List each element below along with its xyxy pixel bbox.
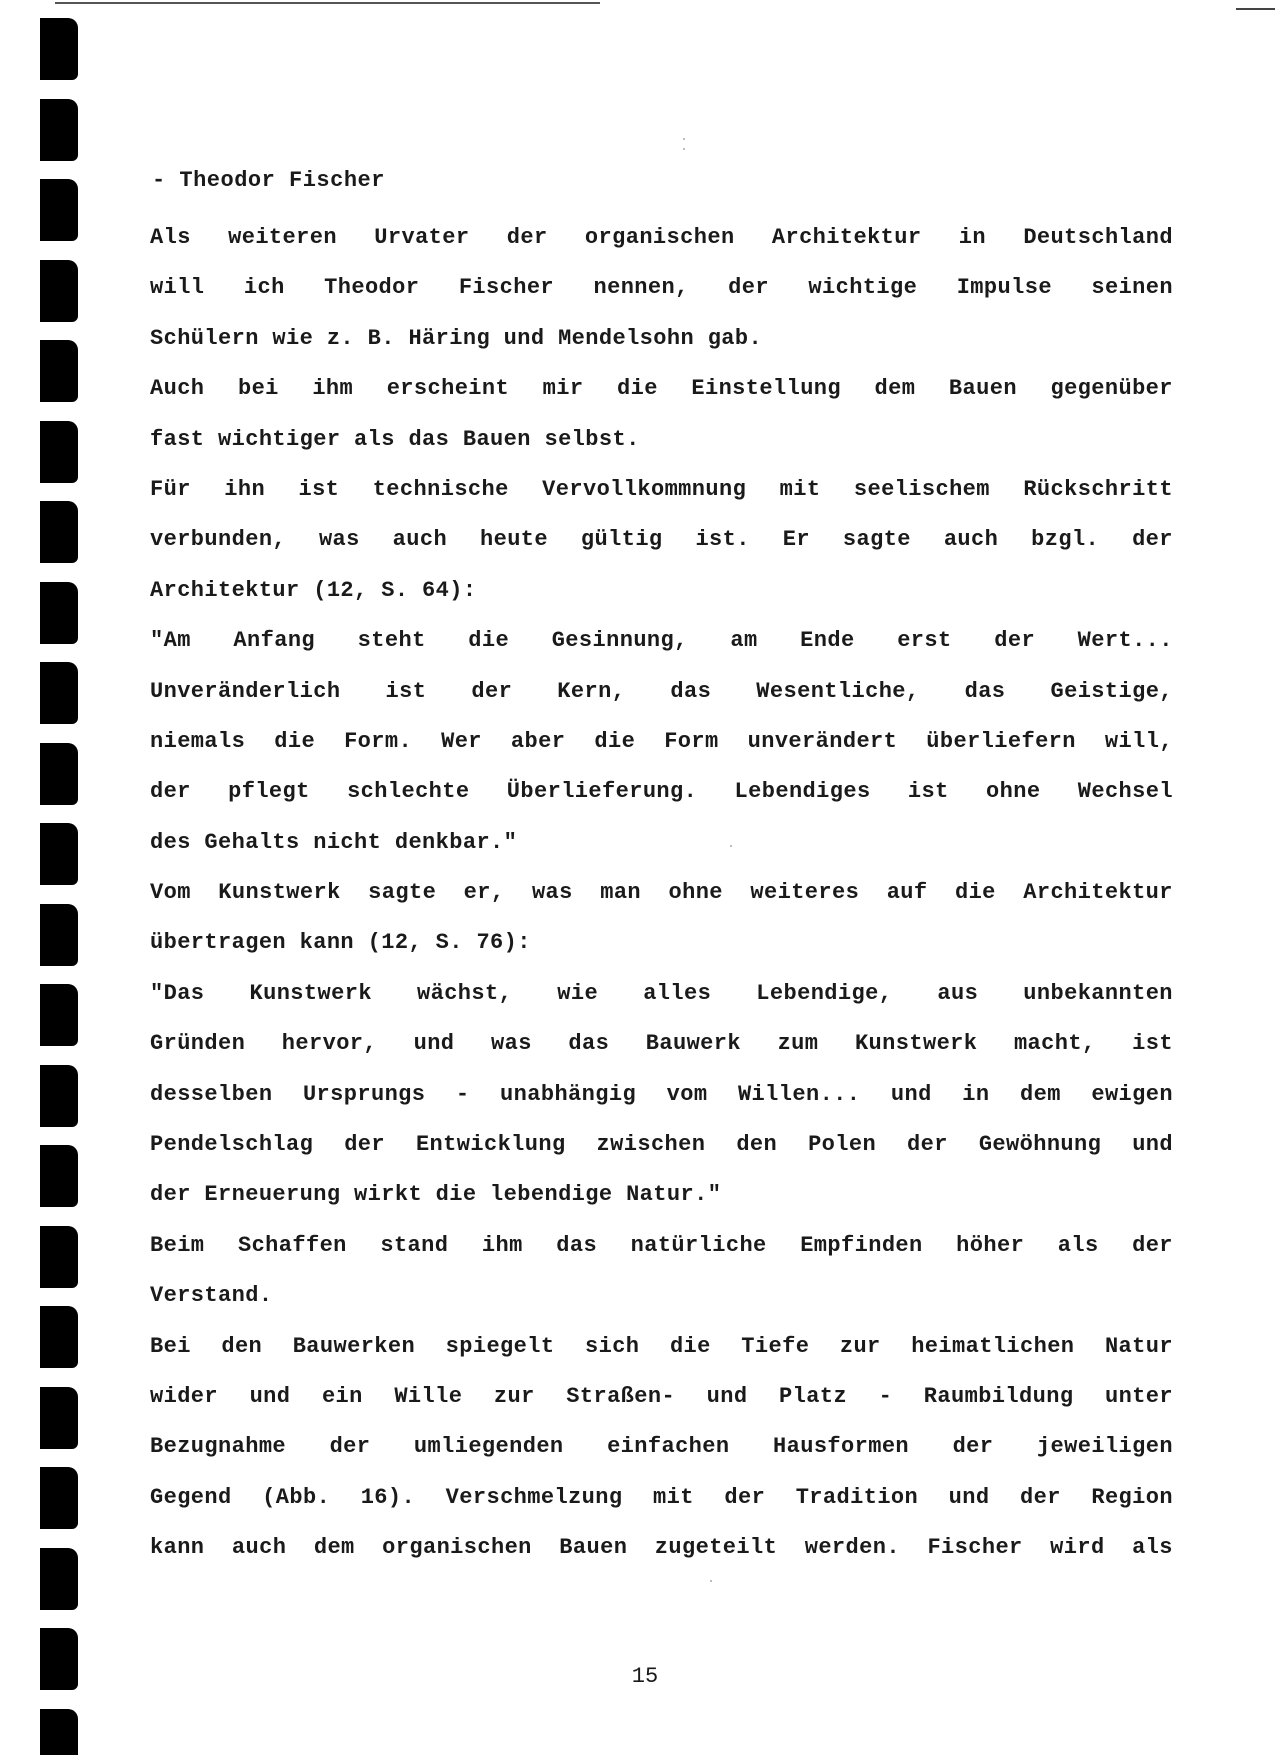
word: kann	[150, 1535, 205, 1561]
word: Natur	[1104, 1333, 1173, 1359]
word: zur	[493, 1383, 535, 1409]
word: und	[706, 1383, 748, 1409]
text-line	[150, 1125, 1173, 1175]
binding-tooth	[40, 18, 78, 80]
word: die	[669, 1333, 711, 1359]
word: wird	[1050, 1535, 1105, 1561]
text-line	[150, 1226, 1173, 1276]
word: Wechsel	[1077, 779, 1173, 805]
word: jeweiligen	[1036, 1434, 1173, 1460]
word: umliegenden	[413, 1434, 564, 1460]
body-text	[150, 218, 1173, 1579]
text-line	[150, 672, 1173, 722]
word: Tradition	[795, 1484, 919, 1510]
word: alles	[643, 980, 712, 1006]
word: Auch	[150, 376, 205, 402]
word: ist	[298, 476, 340, 502]
word: wider	[150, 1383, 219, 1409]
word: Impulse	[956, 275, 1052, 301]
word: als	[1057, 1232, 1099, 1258]
text-line: Verstand.	[150, 1283, 273, 1309]
word: den	[221, 1333, 263, 1359]
word: ich	[243, 275, 285, 301]
word: wie	[557, 980, 599, 1006]
text-line	[150, 520, 1173, 570]
word: Ursprungs	[302, 1081, 426, 1107]
word: ewigen	[1091, 1081, 1173, 1107]
word: der	[506, 225, 548, 250]
word: schlechte	[347, 779, 470, 805]
word: Lebendiges	[734, 779, 871, 805]
word: hervor,	[281, 1031, 378, 1057]
word: Rückschritt	[1023, 476, 1173, 502]
word: Urvater	[374, 225, 470, 250]
word: Bauen	[948, 376, 1017, 402]
text-line	[150, 1478, 1173, 1528]
word: vom	[666, 1081, 708, 1107]
word: der	[907, 1132, 948, 1158]
word: die	[617, 376, 658, 402]
word: steht	[357, 628, 426, 654]
word: (Abb.	[262, 1484, 331, 1510]
text-line	[150, 268, 1173, 318]
word: und	[948, 1484, 990, 1510]
word: Gesinnung,	[551, 628, 688, 654]
binding-tooth	[40, 179, 78, 241]
text-line	[150, 722, 1173, 772]
word: Straßen-	[566, 1383, 676, 1409]
word: die	[468, 628, 510, 654]
word: heimatlichen	[911, 1333, 1075, 1359]
word: Bezugnahme	[150, 1434, 287, 1460]
word: Wille	[394, 1383, 463, 1409]
word: auch	[231, 1535, 287, 1561]
word: Gründen	[150, 1031, 246, 1057]
word: Deutschland	[1023, 225, 1173, 250]
binding-tooth	[40, 1065, 78, 1127]
word: Entwicklung	[415, 1132, 566, 1158]
word: Architektur	[771, 225, 922, 250]
word: Form.	[344, 728, 413, 754]
word: Bauwerk	[645, 1031, 741, 1057]
word: aus	[937, 980, 979, 1006]
scan-speck	[730, 845, 732, 847]
word: Wert...	[1077, 628, 1173, 654]
word: einfachen	[607, 1434, 730, 1460]
word: zugeteilt	[654, 1535, 778, 1561]
word: Anfang	[233, 628, 316, 654]
binding-tooth	[40, 1467, 78, 1529]
text-line	[150, 1327, 1173, 1377]
binding-tooth	[40, 260, 78, 322]
word: in	[958, 225, 987, 250]
binding-tooth	[40, 1145, 78, 1207]
binding-tooth	[40, 1226, 78, 1288]
word: das	[964, 678, 1006, 704]
word: spiegelt	[445, 1333, 555, 1359]
word: unter	[1104, 1383, 1173, 1409]
word: Region	[1091, 1484, 1173, 1510]
word: Schaffen	[237, 1232, 347, 1258]
word: Kunstwerk	[218, 880, 341, 906]
word: der	[994, 628, 1036, 654]
word: Einstellung	[691, 376, 841, 402]
word: dem	[1020, 1081, 1061, 1107]
word: das	[556, 1232, 598, 1258]
word: was	[490, 1031, 532, 1057]
word: mir	[542, 376, 584, 402]
text-line	[150, 1427, 1173, 1477]
spiral-binding-edge	[40, 0, 80, 1755]
binding-tooth	[40, 1548, 78, 1610]
word: Platz	[779, 1383, 848, 1409]
word: der	[150, 779, 191, 805]
word: was	[318, 527, 360, 553]
word: dem	[874, 376, 916, 402]
binding-tooth	[40, 99, 78, 161]
word: "Das	[150, 980, 205, 1006]
word: Bauen	[559, 1535, 628, 1561]
word: will,	[1104, 728, 1173, 754]
text-line	[150, 772, 1173, 822]
word: weiteres	[750, 880, 860, 906]
binding-tooth	[40, 823, 78, 885]
binding-tooth	[40, 1709, 78, 1755]
word: desselben	[150, 1081, 273, 1107]
word: bzgl.	[1031, 527, 1100, 553]
word: das	[670, 678, 712, 704]
word: als	[1132, 1535, 1173, 1561]
word: gültig	[580, 527, 663, 553]
word: Für	[150, 476, 191, 502]
word: Bauwerken	[292, 1333, 416, 1359]
word: Unveränderlich	[150, 678, 341, 704]
word: der	[1132, 527, 1173, 553]
binding-tooth	[40, 501, 78, 563]
word: und	[249, 1383, 291, 1409]
word: 16).	[360, 1484, 416, 1510]
text-line: der Erneuerung wirkt die lebendige Natur."	[150, 1182, 722, 1208]
word: macht,	[1013, 1031, 1096, 1057]
word: Wesentliche,	[756, 678, 920, 704]
word: Willen...	[737, 1081, 861, 1107]
binding-tooth	[40, 1306, 78, 1368]
word: höher	[956, 1232, 1025, 1258]
word: technische	[372, 476, 509, 502]
word: Hausformen	[773, 1434, 910, 1460]
binding-tooth	[40, 743, 78, 805]
word: Geistige,	[1050, 678, 1173, 704]
binding-tooth	[40, 984, 78, 1046]
text-line	[150, 1075, 1173, 1125]
word: man	[600, 880, 642, 906]
word: Lebendige,	[756, 980, 893, 1006]
binding-tooth	[40, 1387, 78, 1449]
word: der	[724, 1484, 766, 1510]
word: weiteren	[228, 225, 337, 250]
word: der	[344, 1132, 385, 1158]
word: Raumbildung	[923, 1383, 1074, 1409]
text-line	[150, 873, 1173, 923]
word: Architektur	[1023, 880, 1173, 906]
word: -	[878, 1383, 893, 1409]
word: Wer	[441, 728, 482, 754]
word: die	[594, 728, 636, 754]
word: seelischem	[853, 476, 990, 502]
word: das	[568, 1031, 610, 1057]
word: der	[1020, 1484, 1061, 1510]
binding-tooth	[40, 1628, 78, 1690]
word: den	[736, 1132, 778, 1158]
top-right-scan-mark	[1236, 8, 1275, 10]
word: Vom	[150, 880, 191, 906]
scan-speck	[710, 1580, 712, 1582]
word: Tiefe	[741, 1333, 810, 1359]
word: ist.	[695, 527, 750, 553]
word: nennen,	[593, 275, 689, 301]
word: "Am	[150, 628, 191, 654]
word: ihm	[312, 376, 354, 402]
word: Pendelschlag	[150, 1132, 314, 1158]
word: mit	[653, 1484, 694, 1510]
text-line: Schülern wie z. B. Häring und Mendelsohn gab.	[150, 325, 763, 351]
word: sagte	[842, 527, 911, 553]
word: Kern,	[557, 678, 626, 704]
binding-tooth	[40, 582, 78, 644]
word: unbekannten	[1023, 980, 1173, 1006]
word: die	[954, 880, 996, 906]
word: Kunstwerk	[854, 1031, 978, 1057]
word: -	[455, 1081, 470, 1107]
word: Er	[782, 527, 810, 553]
word: was	[531, 880, 573, 906]
word: Als	[150, 225, 191, 250]
word: zur	[839, 1333, 881, 1359]
word: unabhängig	[500, 1081, 637, 1107]
word: Gewöhnung	[978, 1132, 1102, 1158]
word: ihn	[224, 476, 266, 502]
word: erst	[897, 628, 952, 654]
word: die	[274, 728, 316, 754]
word: Vervollkommnung	[542, 476, 747, 502]
word: mit	[779, 476, 821, 502]
word: Ende	[800, 628, 855, 654]
word: der	[471, 678, 513, 704]
word: bei	[237, 376, 279, 402]
word: werden.	[804, 1535, 900, 1561]
binding-tooth	[40, 904, 78, 966]
page-number: 15	[631, 1664, 659, 1689]
text-line	[150, 1528, 1173, 1578]
text-line	[150, 974, 1173, 1024]
text-line	[150, 369, 1173, 419]
text-line	[150, 218, 1173, 268]
word: will	[150, 275, 205, 301]
word: ohne	[668, 880, 723, 906]
word: organischen	[584, 225, 735, 250]
text-line: des Gehalts nicht denkbar."	[150, 829, 518, 855]
word: ist	[907, 779, 949, 805]
text-line: übertragen kann (12, S. 76):	[150, 930, 531, 956]
word: Überlieferung.	[506, 779, 698, 805]
word: Form	[664, 728, 719, 754]
text-line	[150, 470, 1173, 520]
word: Gegend	[150, 1484, 232, 1510]
word: ist	[385, 678, 427, 704]
word: sich	[585, 1333, 640, 1359]
word: Verschmelzung	[445, 1484, 623, 1510]
word: pflegt	[228, 779, 310, 805]
word: Theodor	[324, 275, 420, 301]
word: auf	[886, 880, 928, 906]
word: natürliche	[630, 1232, 767, 1258]
word: Empfinden	[800, 1232, 923, 1258]
word: am	[730, 628, 758, 654]
word: der	[1132, 1232, 1173, 1258]
text-line	[150, 1024, 1173, 1074]
word: ist	[1132, 1031, 1173, 1057]
word: ein	[321, 1383, 363, 1409]
text-line	[150, 621, 1173, 671]
section-heading: - Theodor Fischer	[152, 168, 385, 193]
scan-speck	[683, 138, 685, 140]
word: ohne	[986, 779, 1041, 805]
word: der	[952, 1434, 994, 1460]
word: der	[728, 275, 769, 301]
word: organischen	[382, 1535, 532, 1561]
word: Fischer	[927, 1535, 1023, 1561]
word: ihm	[481, 1232, 523, 1258]
word: Fischer	[458, 275, 555, 301]
text-line: fast wichtiger als das Bauen selbst.	[150, 426, 640, 452]
word: und	[890, 1081, 932, 1107]
word: überliefern	[926, 728, 1076, 754]
word: gegenüber	[1050, 376, 1173, 402]
binding-tooth	[40, 340, 78, 402]
word: und	[1132, 1132, 1173, 1158]
text-line: Architektur (12, S. 64):	[150, 577, 477, 603]
word: auch	[392, 527, 448, 553]
word: Bei	[150, 1333, 191, 1359]
scan-speck	[683, 148, 685, 150]
word: unverändert	[747, 728, 898, 754]
word: in	[962, 1081, 990, 1107]
binding-tooth	[40, 662, 78, 724]
word: wächst,	[417, 980, 513, 1006]
word: Kunstwerk	[249, 980, 372, 1006]
word: zwischen	[596, 1132, 706, 1158]
word: wichtige	[808, 275, 918, 301]
word: sagte	[368, 880, 437, 906]
top-scan-rule	[55, 2, 600, 4]
word: stand	[380, 1232, 449, 1258]
word: verbunden,	[150, 527, 287, 553]
word: zum	[777, 1031, 819, 1057]
word: auch	[943, 527, 999, 553]
word: dem	[313, 1535, 355, 1561]
word: erscheint	[386, 376, 510, 402]
word: aber	[510, 728, 566, 754]
word: und	[413, 1031, 455, 1057]
word: der	[329, 1434, 371, 1460]
word: niemals	[150, 728, 246, 754]
word: seinen	[1091, 275, 1173, 301]
binding-tooth	[40, 421, 78, 483]
word: er,	[463, 880, 505, 906]
word: Beim	[150, 1232, 205, 1258]
word: heute	[479, 527, 548, 553]
text-line	[150, 1377, 1173, 1427]
word: Polen	[808, 1132, 877, 1158]
